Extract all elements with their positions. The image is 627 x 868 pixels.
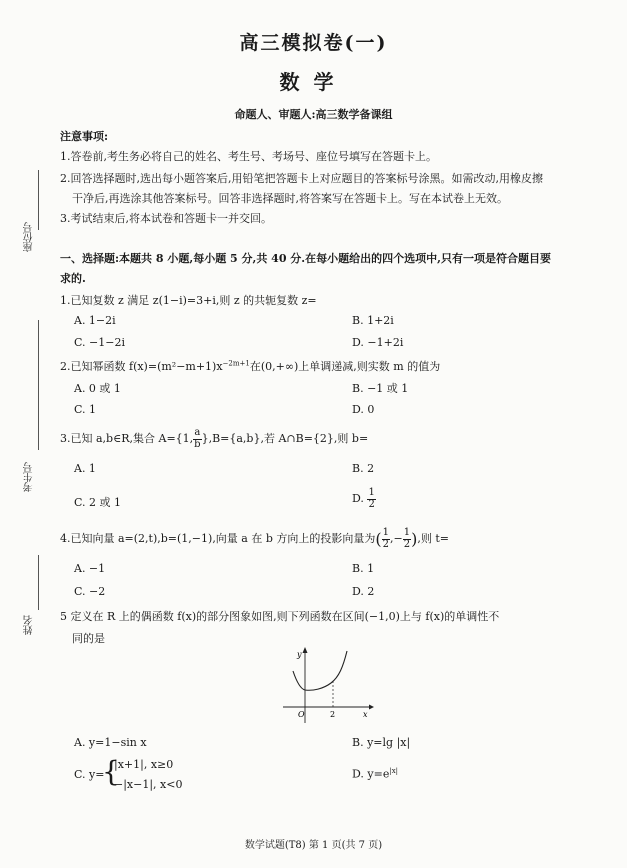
- q3-stem-b: ,B={a,b},若 A∩B={2},则 b=: [208, 432, 369, 445]
- note-3: 3.考试结束后,将本试卷和答题卡一并交回。: [60, 212, 272, 225]
- q4-frac-2: [403, 528, 411, 550]
- piecewise-brace-icon: {: [102, 755, 120, 788]
- page-footer: 数学试题(T8) 第 1 页(共 7 页): [244, 840, 383, 851]
- q2-option-a: A. 0 或 1: [74, 382, 121, 395]
- q2-stem: [60, 358, 440, 374]
- q5-option-d-exp: |x|: [389, 767, 399, 775]
- q5-option-c-case1: |x+1|, x≥0: [114, 758, 174, 771]
- q3-frac-bottom: b: [194, 439, 201, 450]
- q3-stem: [60, 428, 368, 450]
- q2-option-b: B. −1 或 1: [352, 382, 409, 395]
- q1-stem: 1.已知复数 z 满足 z(1−i)=3+i,则 z 的共轭复数 z=: [60, 294, 317, 307]
- graph-y-label: y: [297, 650, 302, 659]
- q4-option-d: D. 2: [352, 585, 375, 598]
- examinee-label: 考生号: [24, 462, 35, 492]
- q4-f2-top: 1: [403, 527, 411, 538]
- q4-comma: ,−: [390, 532, 403, 545]
- q3-fraction: [193, 428, 201, 450]
- graph-tick-label: 2: [330, 710, 336, 719]
- q3-option-c: C. 2 或 1: [74, 496, 122, 509]
- q4-frac-1: [382, 528, 390, 550]
- q3-option-d: [352, 488, 376, 510]
- q4-f1-top: 1: [382, 527, 390, 538]
- q4-f2-bottom: 2: [403, 539, 411, 550]
- seat-label: 座位号: [24, 222, 35, 252]
- q3-set-open: {1,: [175, 432, 194, 445]
- q5-option-c-case2: −|x−1|, x<0: [114, 778, 183, 791]
- q3-option-a: A. 1: [74, 462, 96, 475]
- q5-stem-line2: 同的是: [72, 632, 105, 645]
- q1-option-c: C. −1−2i: [74, 336, 125, 349]
- q3-option-d-prefix: D.: [352, 492, 364, 505]
- x-axis-arrow-icon: [369, 705, 374, 710]
- q5-option-c-prefix: C. y=: [74, 768, 105, 781]
- q1-option-b: B. 1+2i: [352, 314, 394, 327]
- q4-option-c: C. −2: [74, 585, 106, 598]
- q2-option-d: D. 0: [352, 403, 375, 416]
- q5-option-d: [352, 767, 398, 781]
- q5-option-d-base: D. y=e: [352, 767, 390, 781]
- examinee-line: [38, 320, 39, 450]
- graph-x-label: x: [363, 710, 368, 719]
- seat-line: [38, 170, 39, 230]
- q5-option-a: A. y=1−sin x: [74, 736, 147, 749]
- note-1: 1.答卷前,考生务必将自己的姓名、考生号、考场号、座位号填写在答题卡上。: [60, 150, 437, 163]
- section-heading-2: 求的.: [60, 272, 86, 285]
- q2-exponent: −2m+1: [222, 359, 250, 368]
- q3-d-bottom: 2: [368, 499, 375, 510]
- y-axis-arrow-icon: [303, 647, 308, 653]
- q2-option-c: C. 1: [74, 403, 97, 416]
- q3-stem-a: 3.已知 a,b∈R,集合 A=: [60, 432, 176, 445]
- authors-line: 命题人、审题人:高三数学备课组: [234, 108, 393, 121]
- q4-option-b: B. 1: [352, 562, 375, 575]
- q5-stem-line1: 5 定义在 R 上的偶函数 f(x)的部分图象如图,则下列函数在区间(−1,0)上与 f(x)的单调性不: [60, 610, 500, 623]
- q3-d-top: 1: [368, 487, 375, 498]
- subject-title: 数学: [279, 70, 348, 94]
- name-label: 姓名: [24, 615, 35, 635]
- section-heading: 一、选择题:本题共 8 小题,每小题 5 分,共 40 分.在每小题给出的四个选项中,只有一项是符合题目要: [60, 252, 551, 265]
- q4-stem-b: ,则 t=: [417, 532, 450, 545]
- q4-stem: 4.已知向量 a=(2,t),b=(1,−1),向量 a 在 b 方向上的投影向量为( $\frac{1}{2}$ ,− $\frac{1}{2}$ ),则 t=: [60, 527, 450, 550]
- q1-option-d: D. −1+2i: [352, 336, 404, 349]
- q3-option-d-fraction: [367, 488, 375, 510]
- q1-option-a: A. 1−2i: [74, 314, 116, 327]
- q4-option-a: A. −1: [74, 562, 106, 575]
- q3-set-close: }: [201, 432, 209, 445]
- note-2a: 2.回答选择题时,选出每小题答案后,用铅笔把答题卡上对应题目的答案标号涂黑。如需改动,用橡皮擦: [60, 172, 543, 185]
- note-2b: 干净后,再选涂其他答案标号。回答非选择题时,将答案写在答题卡上。写在本试卷上无效。: [72, 192, 508, 205]
- q2-stem-a: 2.已知幂函数 f(x)=(m²−m+1)x: [60, 360, 223, 373]
- q5-function-graph: [275, 645, 375, 725]
- notes-heading: 注意事项:: [60, 130, 109, 143]
- q2-stem-b: 在(0,+∞)上单调递减,则实数 m 的值为: [249, 360, 441, 373]
- q4-f1-bottom: 2: [382, 539, 390, 550]
- exam-title: 高三模拟卷(一): [239, 32, 388, 54]
- q4-stem-a: 4.已知向量 a=(2,t),b=(1,−1),向量 a 在 b 方向上的投影向量为: [60, 532, 376, 545]
- graph-origin-label: O: [298, 710, 305, 719]
- q5-option-b: B. y=lg |x|: [352, 736, 411, 749]
- name-line: [38, 555, 39, 610]
- q3-frac-top: a: [194, 427, 201, 438]
- q3-option-b: B. 2: [352, 462, 375, 475]
